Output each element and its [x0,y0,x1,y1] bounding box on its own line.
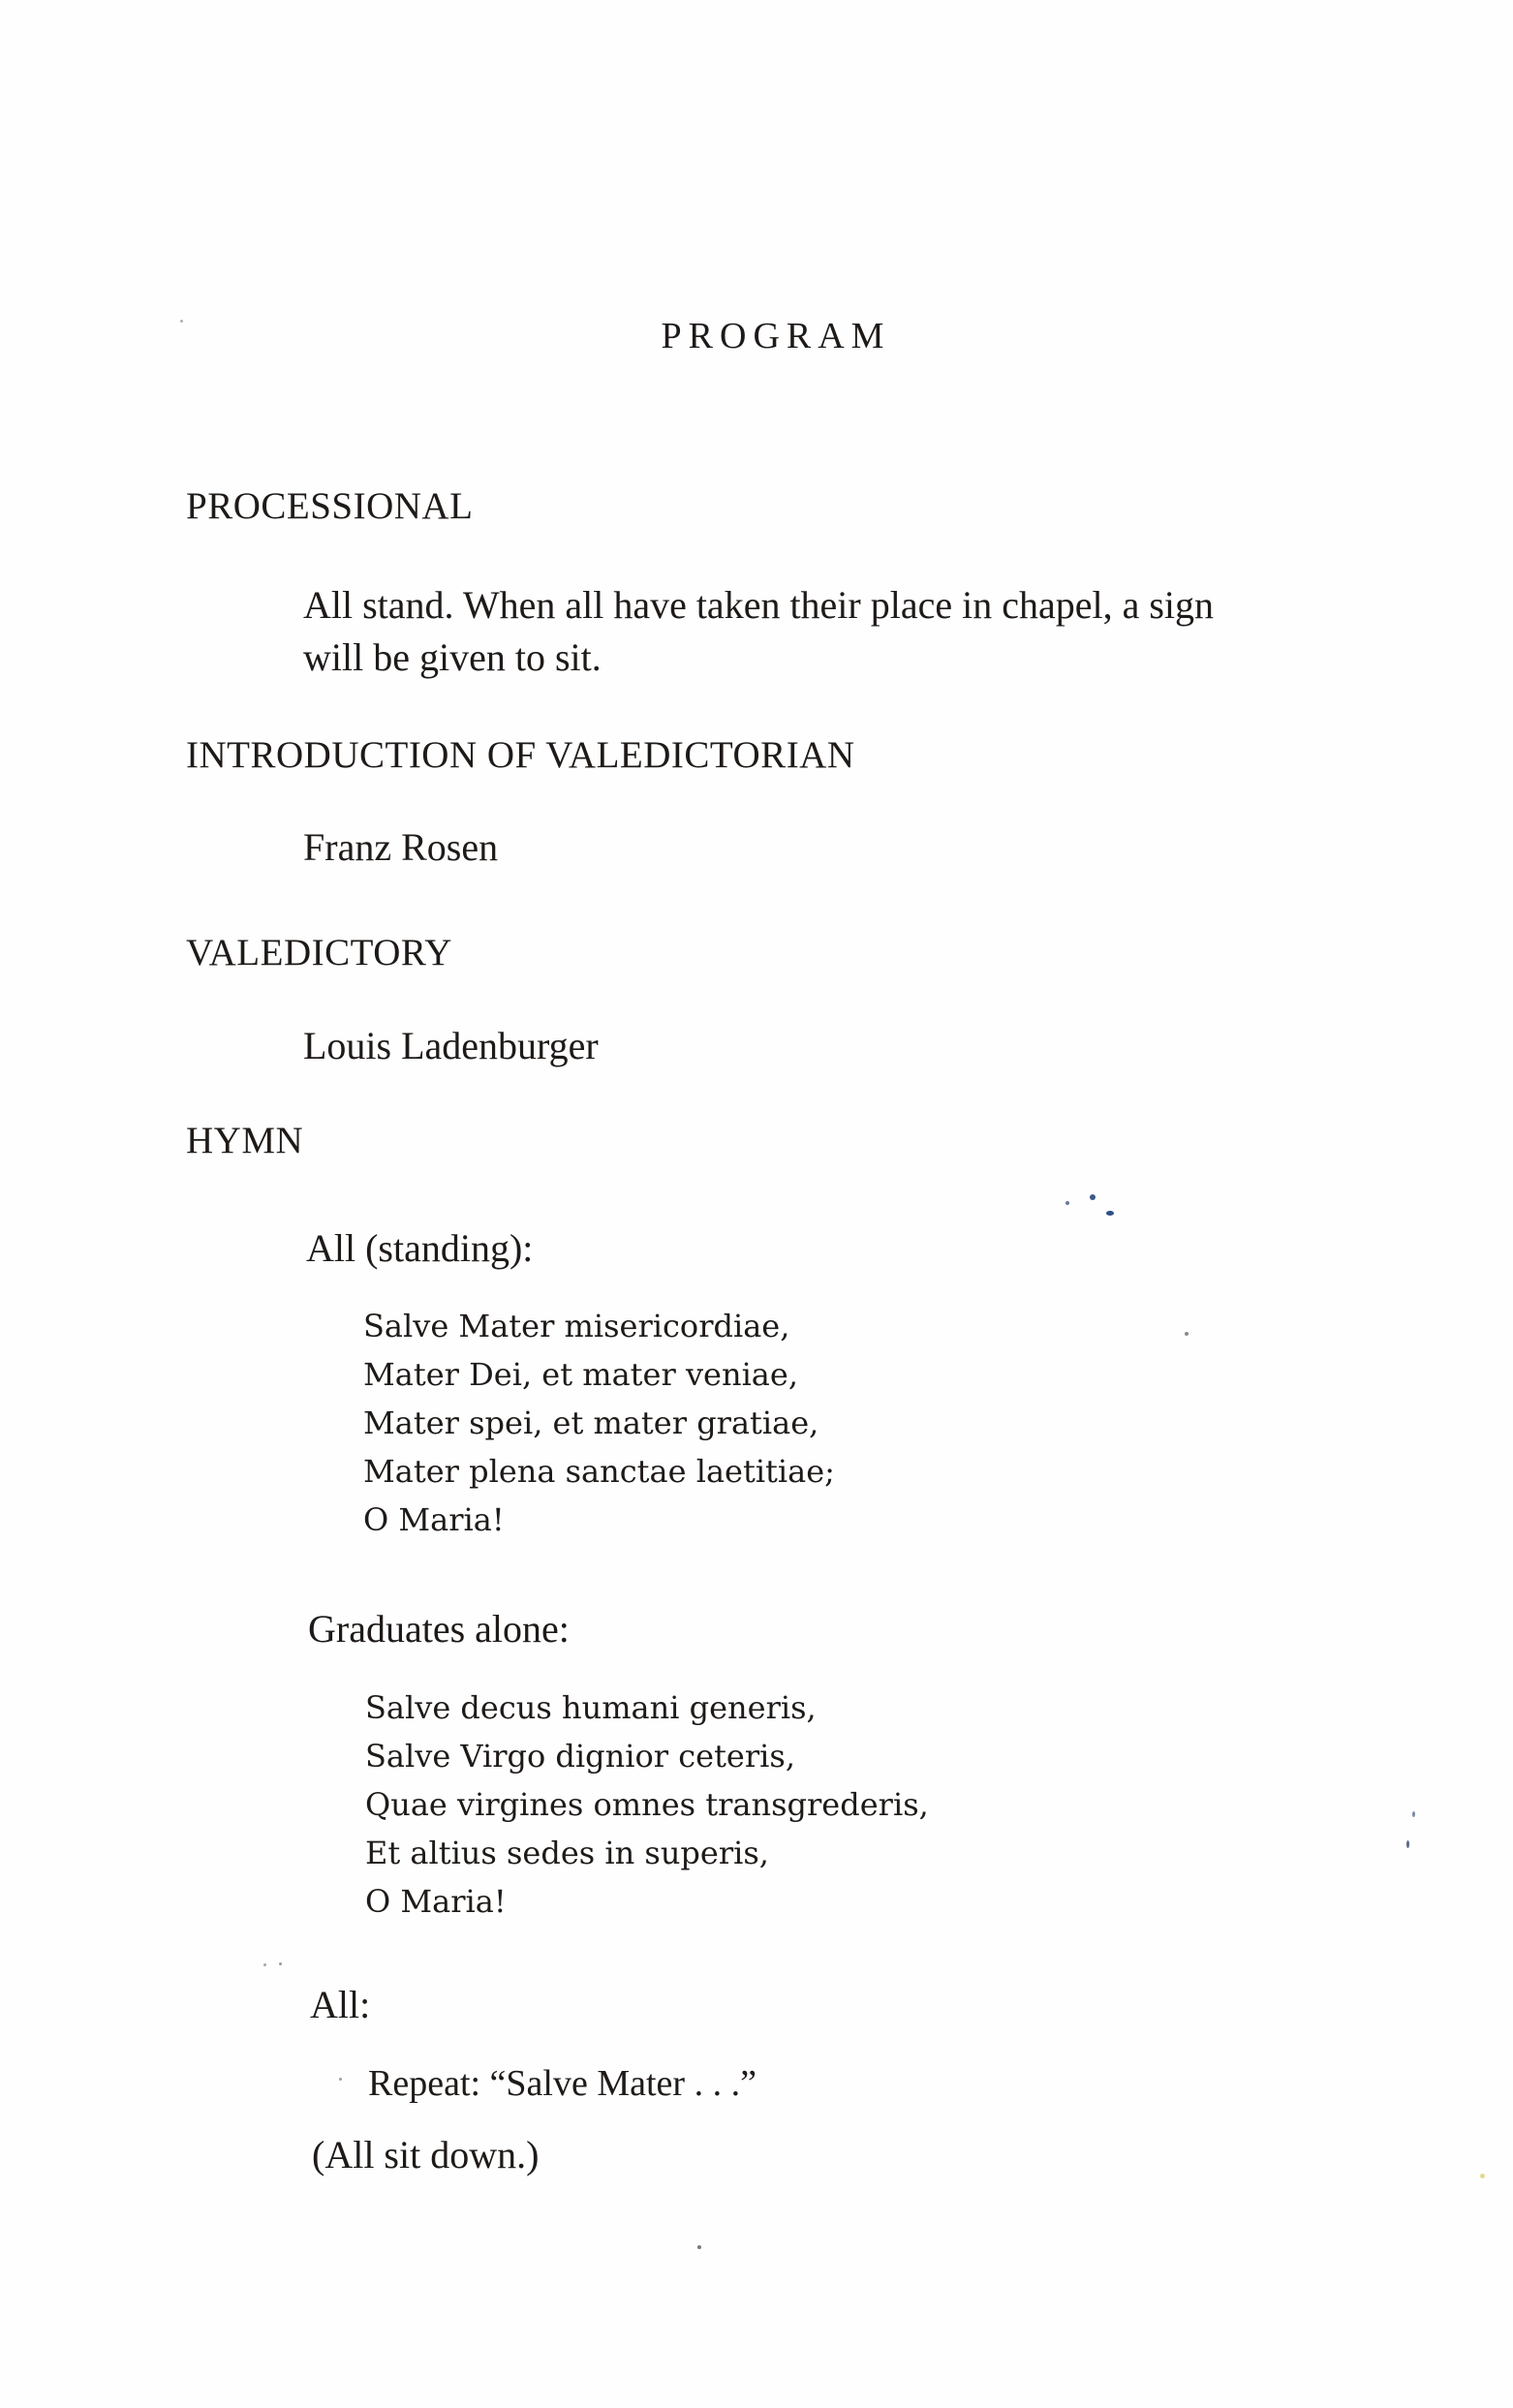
hymn-part2-label: Graduates alone: [308,1607,570,1651]
processional-note-line-1: All stand. When all have taken their place in chapel, a sign [303,583,1215,627]
hymn-part1-label: All (standing): [306,1226,534,1270]
dust-speck [1185,1332,1189,1336]
hymn-closing-instruction: (All sit down.) [312,2133,540,2176]
verse-line: Mater Dei, et mater veniae, [363,1356,798,1393]
hymn-repeat-instruction: Repeat: “Salve Mater . . .” [368,2063,756,2104]
valedictorian-name: Louis Ladenburger [303,1024,599,1067]
ink-speck [1090,1194,1096,1200]
processional-note [303,579,1214,684]
processional-note-line-2: will be given to sit. [303,635,602,679]
verse-line: Salve Mater misericordiae, [363,1308,790,1344]
ink-speck [1412,1811,1415,1817]
verse-line: O Maria! [365,1883,507,1920]
page-title: PROGRAM [661,316,891,356]
ink-speck [1406,1840,1409,1848]
dust-speck [697,2245,701,2249]
heading-processional: PROCESSIONAL [186,485,474,527]
heading-introduction: INTRODUCTION OF VALEDICTORIAN [186,734,855,776]
dust-speck [279,1962,282,1965]
hymn-part3-label: All: [310,1983,371,2026]
dust-speck [263,1963,266,1966]
hymn-verse-1 [363,1302,835,1544]
dust-speck [339,2078,342,2081]
dust-speck [180,320,183,323]
hymn-verse-2 [365,1683,929,1926]
verse-line: Salve decus humani generis, [365,1689,817,1726]
dust-speck [1480,2174,1485,2178]
heading-hymn: HYMN [186,1120,304,1161]
verse-line: Mater spei, et mater gratiae, [363,1405,819,1441]
ink-speck [1106,1211,1114,1216]
verse-line: Salve Virgo dignior ceteris, [365,1738,795,1775]
verse-line: Mater plena sanctae laetitiae; [363,1453,835,1490]
ink-speck [1065,1201,1069,1205]
verse-line: O Maria! [363,1501,505,1538]
verse-line: Quae virgines omnes transgrederis, [365,1786,929,1823]
heading-valedictory: VALEDICTORY [186,932,452,973]
verse-line: Et altius sedes in superis, [365,1835,769,1871]
introducer-name: Franz Rosen [303,825,499,869]
